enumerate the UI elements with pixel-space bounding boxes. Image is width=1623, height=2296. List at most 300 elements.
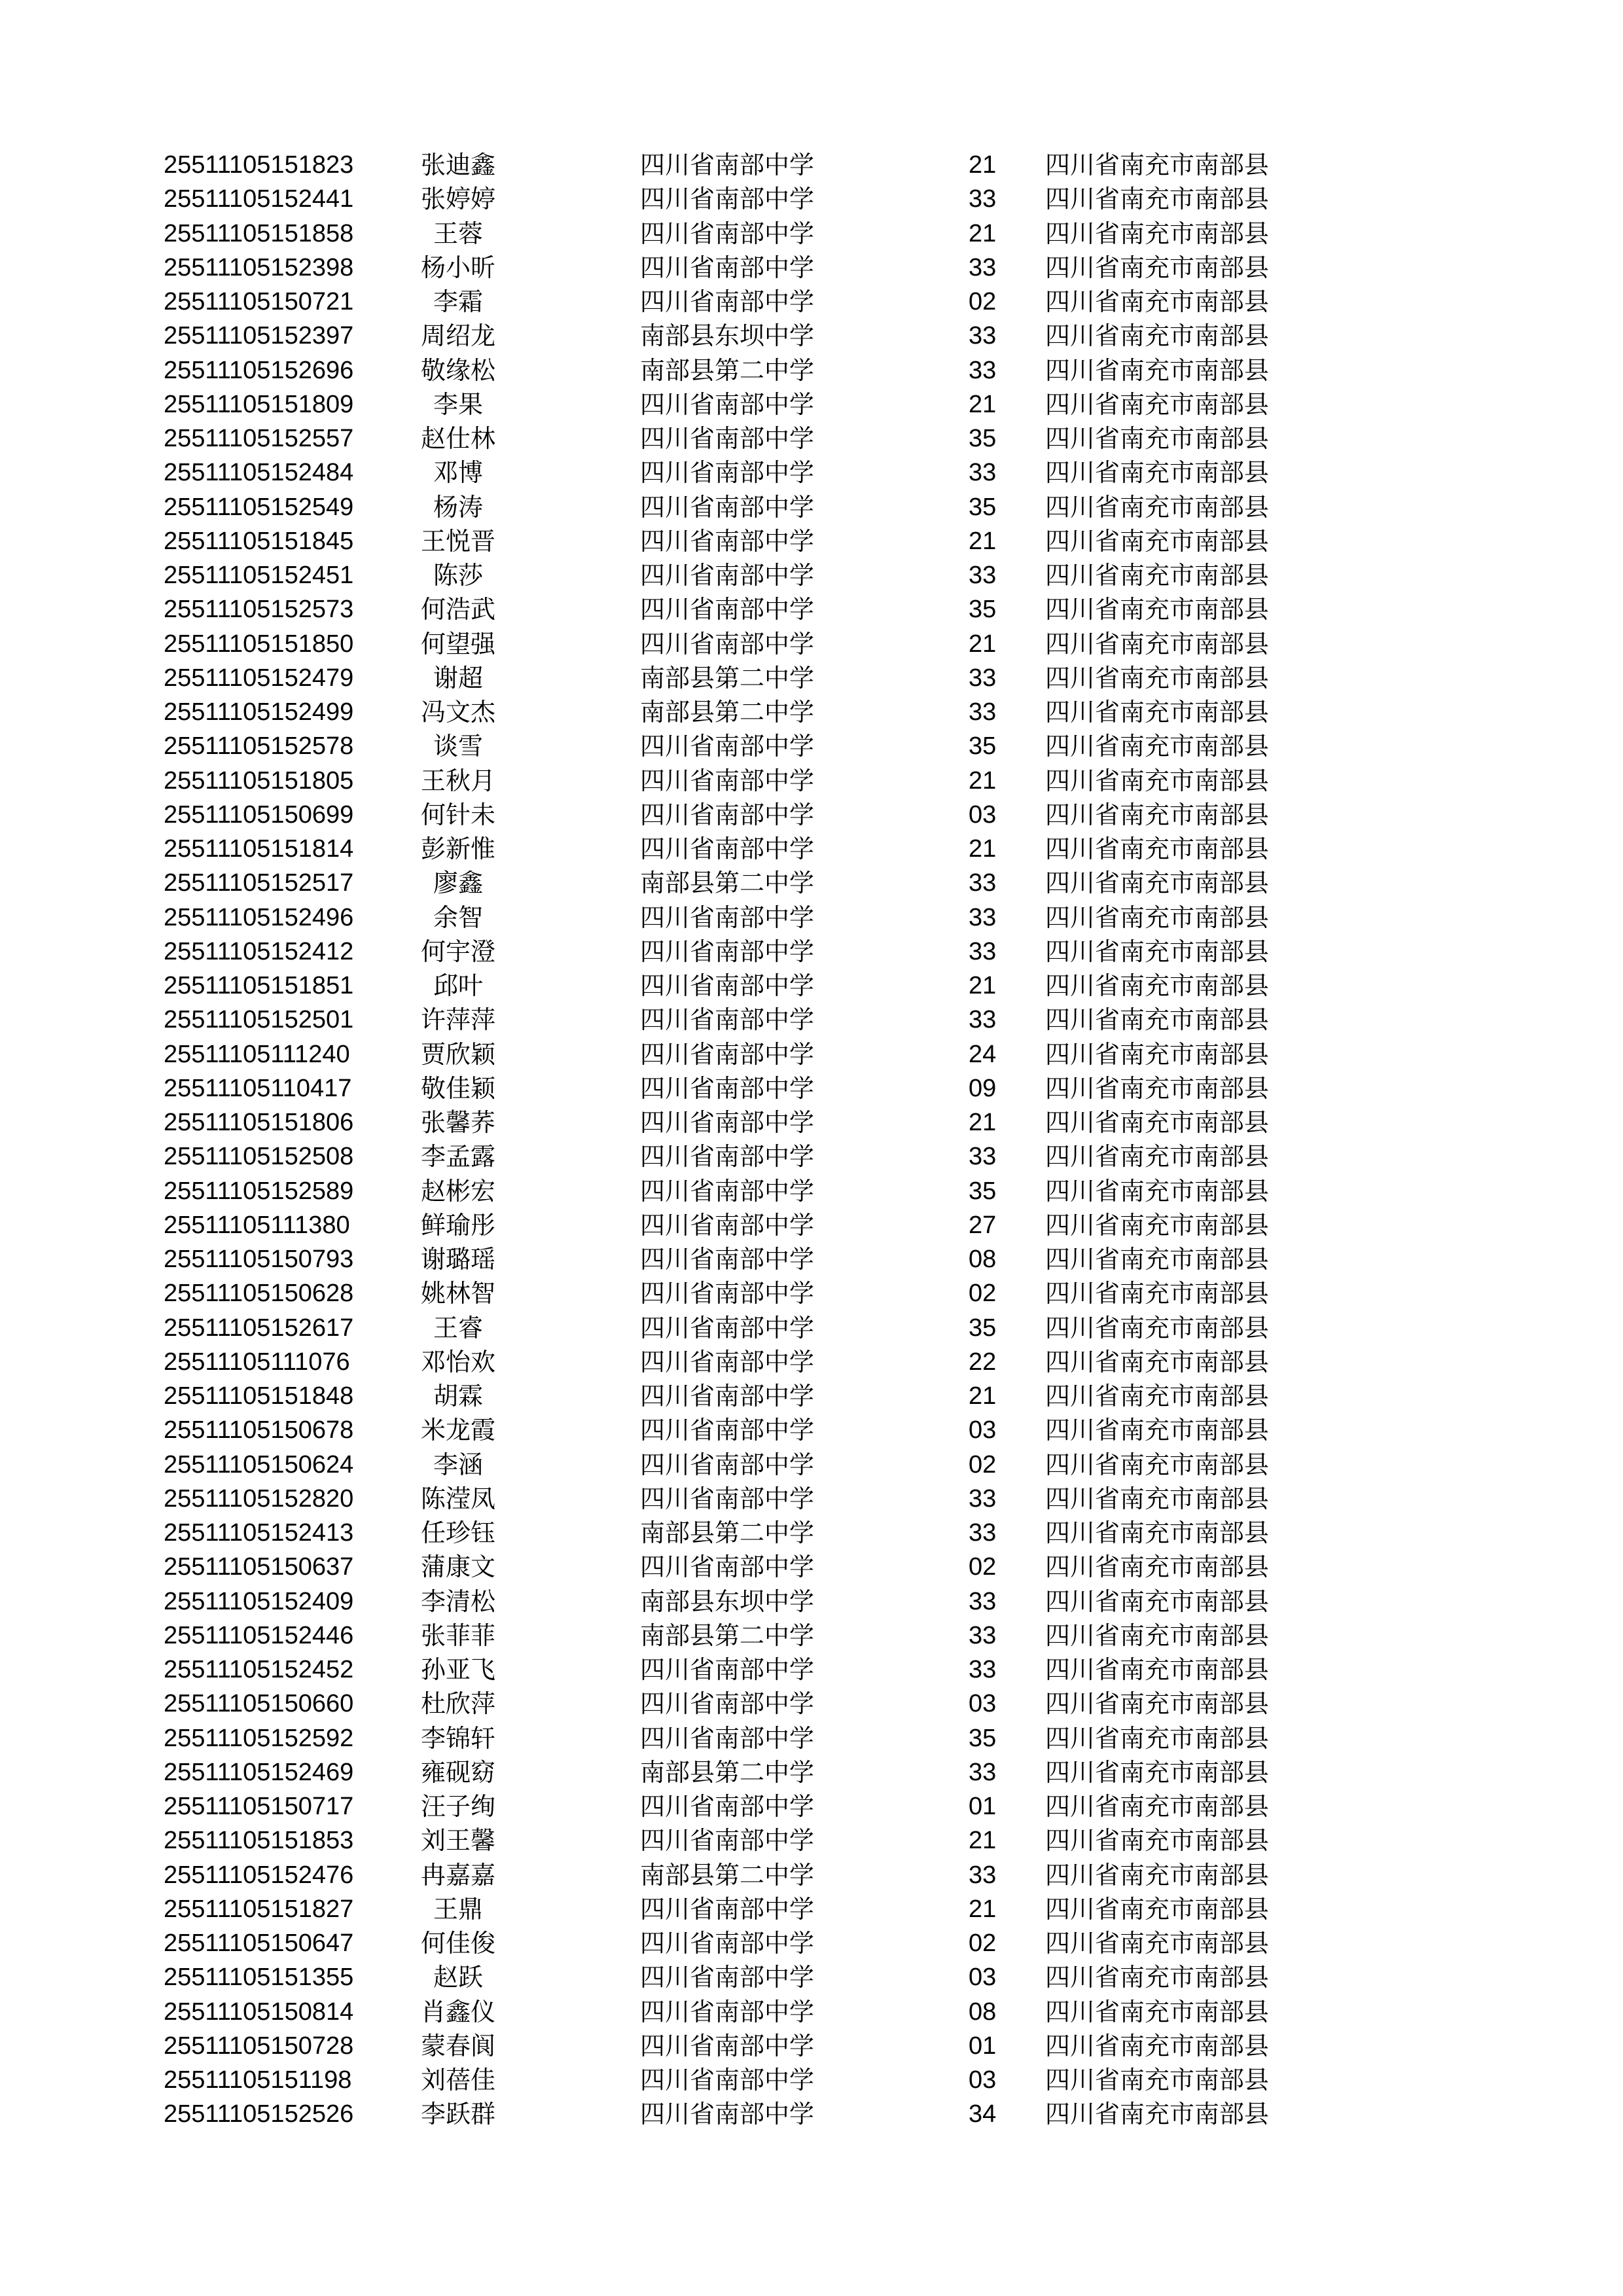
school-cell: 四川省南部中学 <box>640 561 815 590</box>
region-cell: 四川省南充市南部县 <box>1045 1416 1270 1445</box>
student-id-cell: 25511105152508 <box>164 1143 354 1171</box>
school-cell: 四川省南部中学 <box>640 526 815 556</box>
school-cell: 四川省南部中学 <box>640 800 815 829</box>
student-name-cell: 陈莎 <box>433 561 483 590</box>
table-row <box>164 798 1342 832</box>
region-cell: 四川省南充市南部县 <box>1045 1552 1270 1582</box>
school-cell: 南部县第二中学 <box>640 663 815 692</box>
region-cell: 四川省南充市南部县 <box>1045 458 1270 488</box>
student-id-cell: 25511105152476 <box>164 1861 354 1889</box>
code-cell: 21 <box>969 1109 997 1136</box>
code-cell: 35 <box>969 493 997 521</box>
table-row <box>164 1721 1342 1755</box>
student-id-cell: 25511105152446 <box>164 1621 354 1649</box>
code-cell: 33 <box>969 356 997 384</box>
student-name-cell: 姚林智 <box>420 1279 495 1308</box>
table-row <box>164 1071 1342 1105</box>
code-cell: 08 <box>969 1246 997 1273</box>
code-cell: 33 <box>969 185 997 213</box>
student-name-cell: 谢璐瑶 <box>420 1245 495 1274</box>
table-row <box>164 592 1342 626</box>
school-cell: 四川省南部中学 <box>640 1792 815 1821</box>
code-cell: 35 <box>969 1177 997 1205</box>
school-cell: 四川省南部中学 <box>640 1723 815 1753</box>
school-cell: 南部县东坝中学 <box>640 1587 815 1616</box>
region-cell: 四川省南充市南部县 <box>1045 389 1270 419</box>
student-name-cell: 敬佳颖 <box>420 1073 495 1103</box>
code-cell: 09 <box>969 1074 997 1102</box>
region-cell: 四川省南充市南部县 <box>1045 1108 1270 1137</box>
student-name-cell: 周绍龙 <box>420 321 495 351</box>
school-cell: 四川省南部中学 <box>640 1176 815 1206</box>
student-name-cell: 杨小昕 <box>420 253 495 282</box>
code-cell: 33 <box>969 664 997 692</box>
student-id-cell: 25511105152469 <box>164 1758 354 1786</box>
student-id-cell: 25511105150728 <box>164 2032 354 2060</box>
table-row <box>164 1550 1342 1584</box>
table-row <box>164 2063 1342 2097</box>
student-name-cell: 李果 <box>433 389 483 419</box>
region-cell: 四川省南充市南部县 <box>1045 1689 1270 1719</box>
student-name-cell: 何宇澄 <box>420 937 495 966</box>
table-row <box>164 251 1342 285</box>
school-cell: 四川省南部中学 <box>640 253 815 282</box>
student-id-cell: 25511105111380 <box>164 1211 350 1239</box>
table-row <box>164 1037 1342 1071</box>
code-cell: 21 <box>969 766 997 795</box>
student-name-cell: 冉嘉嘉 <box>420 1860 495 1890</box>
code-cell: 21 <box>969 527 997 555</box>
student-id-cell: 25511105151805 <box>164 766 354 795</box>
region-cell: 四川省南充市南部县 <box>1045 1313 1270 1342</box>
table-row <box>164 764 1342 798</box>
table-row <box>164 524 1342 558</box>
table-row <box>164 866 1342 900</box>
region-cell: 四川省南充市南部县 <box>1045 1826 1270 1856</box>
student-id-cell: 25511105150721 <box>164 288 354 315</box>
student-name-cell: 何针未 <box>420 800 495 829</box>
school-cell: 四川省南部中学 <box>640 2066 815 2094</box>
student-id-cell: 25511105152496 <box>164 903 354 931</box>
table-row <box>164 1139 1342 1174</box>
student-name-cell: 廖鑫 <box>433 869 483 898</box>
school-cell: 四川省南部中学 <box>640 937 815 966</box>
student-id-cell: 25511105150647 <box>164 1929 354 1957</box>
student-name-cell: 邱叶 <box>433 971 483 1000</box>
student-name-cell: 孙亚飞 <box>420 1655 495 1684</box>
student-id-cell: 25511105151851 <box>164 972 354 999</box>
student-id-cell: 25511105150624 <box>164 1450 354 1479</box>
code-cell: 33 <box>969 1621 997 1649</box>
code-cell: 21 <box>969 151 997 179</box>
code-cell: 33 <box>969 322 997 350</box>
student-name-cell: 李霜 <box>433 287 483 316</box>
student-name-cell: 何浩武 <box>420 595 495 624</box>
school-cell: 四川省南部中学 <box>640 1073 815 1103</box>
student-name-cell: 余智 <box>433 903 483 932</box>
table-row <box>164 1345 1342 1379</box>
table-row <box>164 456 1342 490</box>
student-name-cell: 王蓉 <box>433 219 483 248</box>
student-id-cell: 25511105150717 <box>164 1793 354 1820</box>
table-row <box>164 1208 1342 1242</box>
table-row <box>164 627 1342 661</box>
student-id-cell: 25511105150660 <box>164 1690 354 1718</box>
table-row <box>164 695 1342 729</box>
table-row <box>164 1516 1342 1550</box>
table-row <box>164 182 1342 216</box>
student-name-cell: 张馨荞 <box>420 1108 495 1137</box>
student-id-cell: 25511105152573 <box>164 596 354 624</box>
code-cell: 33 <box>969 1484 997 1513</box>
school-cell: 四川省南部中学 <box>640 1963 815 1992</box>
region-cell: 四川省南充市南部县 <box>1045 1039 1270 1069</box>
school-cell: 四川省南部中学 <box>640 732 815 761</box>
code-cell: 08 <box>969 1998 997 2026</box>
student-id-cell: 25511105152501 <box>164 1006 354 1034</box>
student-id-cell: 25511105150793 <box>164 1246 354 1273</box>
table-row <box>164 490 1342 524</box>
code-cell: 33 <box>969 698 997 726</box>
school-cell: 四川省南部中学 <box>640 185 815 214</box>
student-name-cell: 赵跃 <box>433 1963 483 1992</box>
table-row <box>164 1174 1342 1208</box>
student-id-cell: 25511105151814 <box>164 835 354 863</box>
region-cell: 四川省南充市南部县 <box>1045 1005 1270 1035</box>
school-cell: 四川省南部中学 <box>640 389 815 419</box>
region-cell: 四川省南充市南部县 <box>1045 1587 1270 1616</box>
student-id-cell: 25511105152398 <box>164 253 354 281</box>
school-cell: 四川省南部中学 <box>640 2031 815 2060</box>
school-cell: 四川省南部中学 <box>640 1108 815 1137</box>
student-id-cell: 25511105151850 <box>164 630 354 658</box>
student-id-cell: 25511105152617 <box>164 1314 354 1342</box>
student-name-cell: 刘王馨 <box>420 1826 495 1856</box>
table-row <box>164 969 1342 1003</box>
code-cell: 33 <box>969 1143 997 1171</box>
region-cell: 四川省南充市南部县 <box>1045 971 1270 1000</box>
region-cell: 四川省南充市南部县 <box>1045 937 1270 966</box>
region-cell: 四川省南充市南部县 <box>1045 253 1270 282</box>
table-row <box>164 319 1342 353</box>
code-cell: 03 <box>969 1416 997 1444</box>
student-id-cell: 25511105152452 <box>164 1656 354 1683</box>
student-name-cell: 张迪鑫 <box>420 151 495 179</box>
student-name-cell: 何望强 <box>420 629 495 658</box>
region-cell: 四川省南充市南部县 <box>1045 1929 1270 1958</box>
region-cell: 四川省南充市南部县 <box>1045 1245 1270 1274</box>
region-cell: 四川省南充市南部县 <box>1045 1621 1270 1650</box>
school-cell: 四川省南部中学 <box>640 1929 815 1958</box>
table-row <box>164 1858 1342 1892</box>
school-cell: 四川省南部中学 <box>640 287 815 316</box>
code-cell: 33 <box>969 1758 997 1786</box>
student-name-cell: 汪子绚 <box>420 1792 495 1821</box>
code-cell: 21 <box>969 1382 997 1410</box>
table-row <box>164 558 1342 592</box>
table-row <box>164 1755 1342 1789</box>
table-row <box>164 148 1342 182</box>
code-cell: 03 <box>969 1964 997 1992</box>
region-cell: 四川省南充市南部县 <box>1045 629 1270 658</box>
student-id-cell: 25511105152578 <box>164 732 354 761</box>
table-row <box>164 1379 1342 1413</box>
school-cell: 四川省南部中学 <box>640 424 815 453</box>
student-id-cell: 25511105152484 <box>164 459 354 487</box>
student-name-cell: 刘蓓佳 <box>420 2066 495 2094</box>
region-cell: 四川省南充市南部县 <box>1045 561 1270 590</box>
region-cell: 四川省南充市南部县 <box>1045 321 1270 351</box>
table-row <box>164 353 1342 387</box>
student-name-cell: 王秋月 <box>420 766 495 795</box>
region-cell: 四川省南充市南部县 <box>1045 2031 1270 2060</box>
table-row <box>164 1926 1342 1960</box>
region-cell: 四川省南充市南部县 <box>1045 766 1270 795</box>
region-cell: 四川省南充市南部县 <box>1045 869 1270 898</box>
code-cell: 35 <box>969 1724 997 1752</box>
region-cell: 四川省南充市南部县 <box>1045 698 1270 726</box>
student-name-cell: 李锦轩 <box>420 1723 495 1753</box>
student-id-cell: 25511105151355 <box>164 1964 354 1992</box>
region-cell: 四川省南充市南部县 <box>1045 219 1270 248</box>
table-row <box>164 422 1342 456</box>
code-cell: 35 <box>969 732 997 761</box>
school-cell: 四川省南部中学 <box>640 971 815 1000</box>
student-id-cell: 25511105152499 <box>164 698 354 726</box>
region-cell: 四川省南充市南部县 <box>1045 800 1270 829</box>
school-cell: 南部县东坝中学 <box>640 321 815 351</box>
code-cell: 22 <box>969 1348 997 1376</box>
region-cell: 四川省南充市南部县 <box>1045 732 1270 761</box>
region-cell: 四川省南充市南部县 <box>1045 1894 1270 1924</box>
code-cell: 02 <box>969 1280 997 1308</box>
school-cell: 四川省南部中学 <box>640 1416 815 1445</box>
region-cell: 四川省南充市南部县 <box>1045 1860 1270 1890</box>
school-cell: 四川省南部中学 <box>640 458 815 488</box>
region-cell: 四川省南充市南部县 <box>1045 595 1270 624</box>
code-cell: 21 <box>969 1895 997 1923</box>
school-cell: 四川省南部中学 <box>640 1450 815 1479</box>
student-name-cell: 敬缘松 <box>420 355 495 385</box>
student-name-cell: 冯文杰 <box>420 698 495 726</box>
student-id-cell: 25511105151809 <box>164 390 354 418</box>
table-row <box>164 1413 1342 1447</box>
table-row <box>164 2097 1342 2131</box>
region-cell: 四川省南充市南部县 <box>1045 663 1270 692</box>
student-id-cell: 25511105151806 <box>164 1109 354 1136</box>
school-cell: 四川省南部中学 <box>640 492 815 522</box>
student-name-cell: 肖鑫仪 <box>420 1997 495 2026</box>
table-row <box>164 1585 1342 1619</box>
code-cell: 21 <box>969 1827 997 1855</box>
student-name-cell: 谈雪 <box>433 732 483 761</box>
school-cell: 南部县第二中学 <box>640 1621 815 1650</box>
student-id-cell: 25511105150628 <box>164 1280 354 1308</box>
table-row <box>164 1003 1342 1037</box>
table-row <box>164 1823 1342 1857</box>
student-name-cell: 王悦晋 <box>420 526 495 556</box>
student-name-cell: 邓博 <box>433 458 483 488</box>
school-cell: 南部县第二中学 <box>640 1757 815 1787</box>
student-name-cell: 蒲康文 <box>420 1552 495 1582</box>
region-cell: 四川省南充市南部县 <box>1045 903 1270 932</box>
student-id-cell: 25511105151845 <box>164 527 354 555</box>
school-cell: 四川省南部中学 <box>640 1894 815 1924</box>
code-cell: 21 <box>969 630 997 658</box>
student-name-cell: 王睿 <box>433 1313 483 1342</box>
school-cell: 四川省南部中学 <box>640 1347 815 1376</box>
code-cell: 33 <box>969 1006 997 1034</box>
school-cell: 四川省南部中学 <box>640 219 815 248</box>
student-name-cell: 彭新惟 <box>420 834 495 863</box>
student-id-cell: 25511105150699 <box>164 800 354 829</box>
table-row <box>164 1242 1342 1276</box>
region-cell: 四川省南充市南部县 <box>1045 1073 1270 1103</box>
student-id-cell: 25511105152441 <box>164 185 354 213</box>
region-cell: 四川省南充市南部县 <box>1045 1757 1270 1787</box>
roster-table <box>164 148 1342 2132</box>
region-cell: 四川省南充市南部县 <box>1045 1450 1270 1479</box>
school-cell: 四川省南部中学 <box>640 1826 815 1856</box>
table-row <box>164 661 1342 695</box>
table-row <box>164 1448 1342 1482</box>
student-name-cell: 张婷婷 <box>420 185 495 214</box>
student-name-cell: 李孟露 <box>420 1142 495 1172</box>
code-cell: 33 <box>969 1656 997 1683</box>
student-name-cell: 赵仕林 <box>420 424 495 453</box>
student-name-cell: 李涵 <box>433 1450 483 1479</box>
school-cell: 四川省南部中学 <box>640 903 815 932</box>
student-id-cell: 25511105111240 <box>164 1040 350 1068</box>
region-cell: 四川省南充市南部县 <box>1045 1382 1270 1410</box>
student-id-cell: 25511105151198 <box>164 2066 352 2094</box>
code-cell: 35 <box>969 1314 997 1342</box>
school-cell: 四川省南部中学 <box>640 766 815 795</box>
region-cell: 四川省南充市南部县 <box>1045 1518 1270 1547</box>
student-id-cell: 25511105151858 <box>164 219 354 247</box>
code-cell: 02 <box>969 1553 997 1581</box>
student-id-cell: 25511105150678 <box>164 1416 354 1444</box>
code-cell: 24 <box>969 1040 997 1068</box>
student-id-cell: 25511105151823 <box>164 151 354 179</box>
region-cell: 四川省南充市南部县 <box>1045 1792 1270 1821</box>
code-cell: 03 <box>969 1690 997 1718</box>
student-id-cell: 25511105110417 <box>164 1074 352 1102</box>
table-row <box>164 1653 1342 1687</box>
region-cell: 四川省南充市南部县 <box>1045 1997 1270 2026</box>
region-cell: 四川省南充市南部县 <box>1045 1279 1270 1308</box>
school-cell: 四川省南部中学 <box>640 1313 815 1342</box>
student-name-cell: 何佳俊 <box>420 1929 495 1958</box>
code-cell: 33 <box>969 937 997 965</box>
table-row <box>164 1482 1342 1516</box>
table-row <box>164 1960 1342 1994</box>
student-name-cell: 任珍钰 <box>420 1518 495 1547</box>
table-row <box>164 1619 1342 1653</box>
region-cell: 四川省南充市南部县 <box>1045 287 1270 316</box>
school-cell: 南部县第二中学 <box>640 1518 815 1547</box>
student-name-cell: 雍砚窈 <box>420 1757 495 1787</box>
student-name-cell: 蒙春阆 <box>420 2031 495 2060</box>
table-row <box>164 901 1342 935</box>
region-cell: 四川省南充市南部县 <box>1045 2066 1270 2094</box>
student-name-cell: 李跃群 <box>420 2100 495 2129</box>
student-name-cell: 许萍萍 <box>420 1005 495 1035</box>
school-cell: 四川省南部中学 <box>640 1484 815 1513</box>
region-cell: 四川省南充市南部县 <box>1045 2100 1270 2129</box>
school-cell: 四川省南部中学 <box>640 1279 815 1308</box>
school-cell: 四川省南部中学 <box>640 1655 815 1684</box>
student-id-cell: 25511105151848 <box>164 1382 354 1410</box>
student-id-cell: 25511105111076 <box>164 1348 350 1376</box>
table-row <box>164 1105 1342 1139</box>
code-cell: 33 <box>969 903 997 931</box>
region-cell: 四川省南充市南部县 <box>1045 1723 1270 1753</box>
region-cell: 四川省南充市南部县 <box>1045 492 1270 522</box>
student-id-cell: 25511105151853 <box>164 1827 354 1855</box>
school-cell: 四川省南部中学 <box>640 1005 815 1035</box>
student-name-cell: 赵彬宏 <box>420 1176 495 1206</box>
code-cell: 27 <box>969 1211 997 1239</box>
table-row <box>164 1311 1342 1345</box>
student-name-cell: 王鼎 <box>433 1894 483 1924</box>
table-row <box>164 1276 1342 1310</box>
student-name-cell: 米龙霞 <box>420 1416 495 1445</box>
student-id-cell: 25511105152589 <box>164 1177 354 1205</box>
region-cell: 四川省南充市南部县 <box>1045 1655 1270 1684</box>
school-cell: 四川省南部中学 <box>640 1210 815 1240</box>
code-cell: 02 <box>969 1450 997 1479</box>
code-cell: 33 <box>969 459 997 487</box>
student-name-cell: 李清松 <box>420 1587 495 1616</box>
school-cell: 南部县第二中学 <box>640 355 815 385</box>
code-cell: 01 <box>969 1793 997 1820</box>
student-name-cell: 张菲菲 <box>420 1621 495 1650</box>
code-cell: 21 <box>969 972 997 999</box>
school-cell: 四川省南部中学 <box>640 834 815 863</box>
region-cell: 四川省南充市南部县 <box>1045 526 1270 556</box>
code-cell: 02 <box>969 1929 997 1957</box>
code-cell: 34 <box>969 2100 997 2128</box>
region-cell: 四川省南充市南部县 <box>1045 185 1270 214</box>
region-cell: 四川省南充市南部县 <box>1045 1963 1270 1992</box>
student-id-cell: 25511105152696 <box>164 356 354 384</box>
code-cell: 33 <box>969 869 997 897</box>
student-name-cell: 胡霖 <box>433 1382 483 1410</box>
code-cell: 35 <box>969 425 997 452</box>
table-row <box>164 1789 1342 1823</box>
school-cell: 四川省南部中学 <box>640 629 815 658</box>
code-cell: 33 <box>969 562 997 589</box>
table-row <box>164 2029 1342 2063</box>
code-cell: 33 <box>969 1519 997 1547</box>
student-id-cell: 25511105152409 <box>164 1587 354 1615</box>
school-cell: 四川省南部中学 <box>640 595 815 624</box>
student-id-cell: 25511105152557 <box>164 425 354 452</box>
region-cell: 四川省南充市南部县 <box>1045 834 1270 863</box>
region-cell: 四川省南充市南部县 <box>1045 1484 1270 1513</box>
student-id-cell: 25511105152451 <box>164 562 354 589</box>
student-id-cell: 25511105150814 <box>164 1998 354 2026</box>
school-cell: 四川省南部中学 <box>640 1382 815 1410</box>
school-cell: 四川省南部中学 <box>640 1689 815 1719</box>
region-cell: 四川省南充市南部县 <box>1045 424 1270 453</box>
student-id-cell: 25511105151827 <box>164 1895 354 1923</box>
code-cell: 35 <box>969 596 997 624</box>
code-cell: 33 <box>969 1587 997 1615</box>
school-cell: 四川省南部中学 <box>640 1245 815 1274</box>
student-name-cell: 杨涛 <box>433 492 483 522</box>
